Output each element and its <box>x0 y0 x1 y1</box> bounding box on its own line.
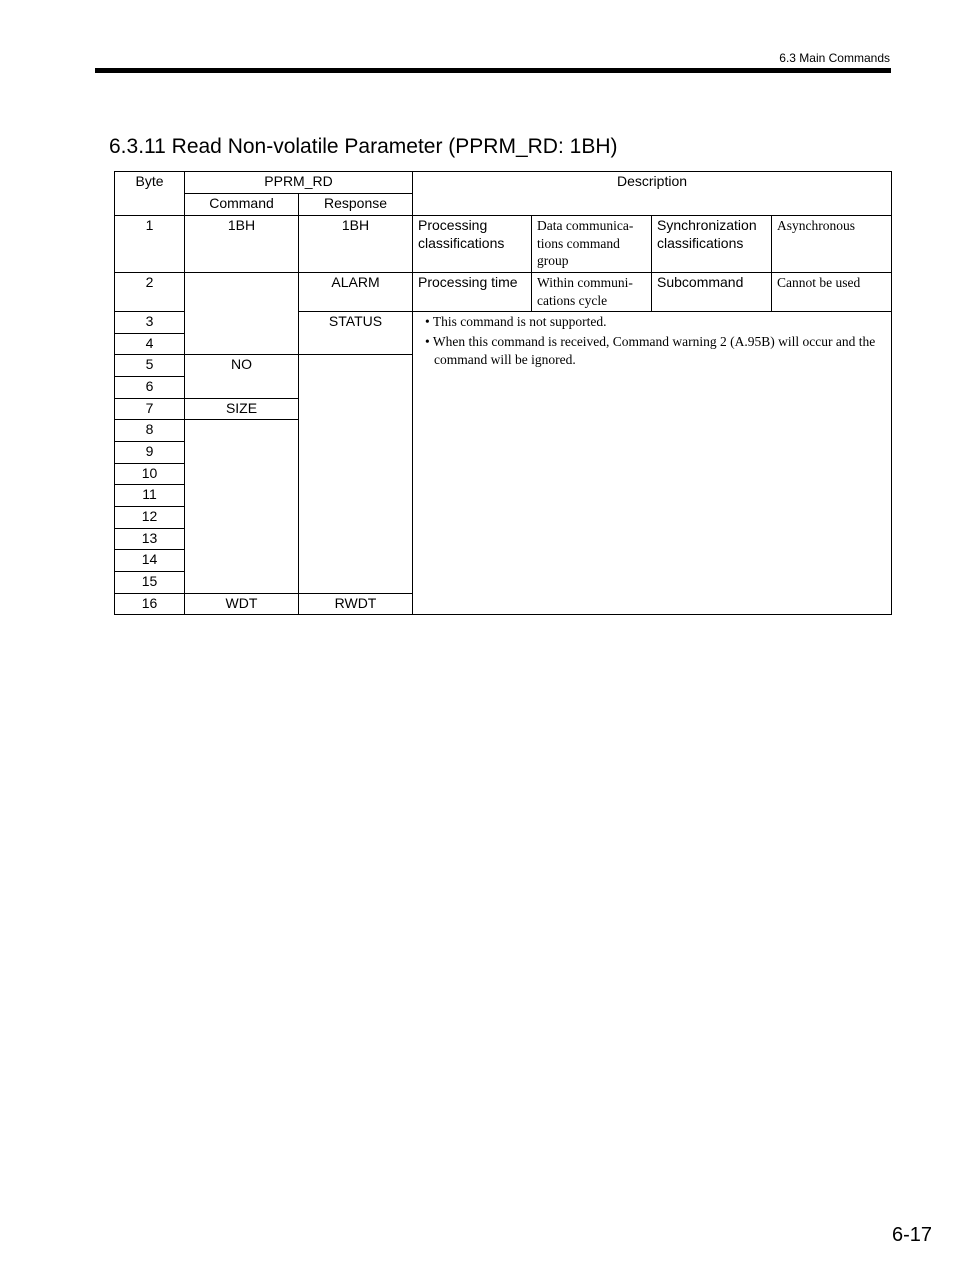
response-cell-empty <box>299 355 413 594</box>
byte-cell: 5 <box>115 355 185 377</box>
command-cell: 1BH <box>185 216 299 273</box>
processing-classifications-value: Data communica-tions command group <box>532 216 652 273</box>
byte-cell: 6 <box>115 377 185 399</box>
byte-cell: 2 <box>115 273 185 312</box>
page-number: 6-17 <box>891 1224 932 1246</box>
header-rule <box>95 68 891 73</box>
byte-cell: 4 <box>115 334 185 355</box>
response-cell: RWDT <box>299 594 413 615</box>
processing-time-label: Processing time <box>413 273 532 312</box>
processing-classifications-label: Processing classifications <box>413 216 532 273</box>
response-cell: ALARM <box>299 273 413 312</box>
byte-cell: 3 <box>115 312 185 334</box>
description-notes <box>413 312 892 615</box>
subcommand-value: Cannot be used <box>772 273 892 312</box>
byte-cell: 7 <box>115 399 185 420</box>
section-title: 6.3.11 Read Non-volatile Parameter (PPRM_RD: 1BH) <box>109 135 618 158</box>
command-table <box>114 171 892 615</box>
byte-cell: 13 <box>115 529 185 550</box>
response-cell: STATUS <box>299 312 413 355</box>
byte-cell: 12 <box>115 507 185 529</box>
byte-cell: 9 <box>115 442 185 464</box>
command-cell: NO <box>185 355 299 399</box>
synchronization-classifications-label: Synchronization classifications <box>652 216 772 273</box>
header-response: Response <box>299 194 413 216</box>
byte-cell: 15 <box>115 572 185 594</box>
header-description: Description <box>413 172 892 216</box>
command-cell: SIZE <box>185 399 299 420</box>
note-warning: • When this command is received, Command warning 2 (A.95B) will occur and the command will be ignored. <box>425 333 876 367</box>
running-header: 6.3 Main Commands <box>779 51 890 65</box>
byte-cell: 16 <box>115 594 185 615</box>
command-cell-empty <box>185 273 299 355</box>
command-cell: WDT <box>185 594 299 615</box>
subcommand-label: Subcommand <box>652 273 772 312</box>
processing-time-value: Within communi-cations cycle <box>532 273 652 312</box>
byte-cell: 1 <box>115 216 185 273</box>
header-command: Command <box>185 194 299 216</box>
header-byte: Byte <box>115 172 185 216</box>
synchronization-classifications-value: Asynchronous <box>772 216 892 273</box>
response-cell: 1BH <box>299 216 413 273</box>
note-unsupported: • This command is not supported. <box>425 314 607 329</box>
byte-cell: 14 <box>115 550 185 572</box>
byte-cell: 10 <box>115 464 185 485</box>
byte-cell: 11 <box>115 485 185 507</box>
byte-cell: 8 <box>115 420 185 442</box>
header-pprm-rd: PPRM_RD <box>185 172 413 194</box>
command-cell-empty <box>185 420 299 594</box>
